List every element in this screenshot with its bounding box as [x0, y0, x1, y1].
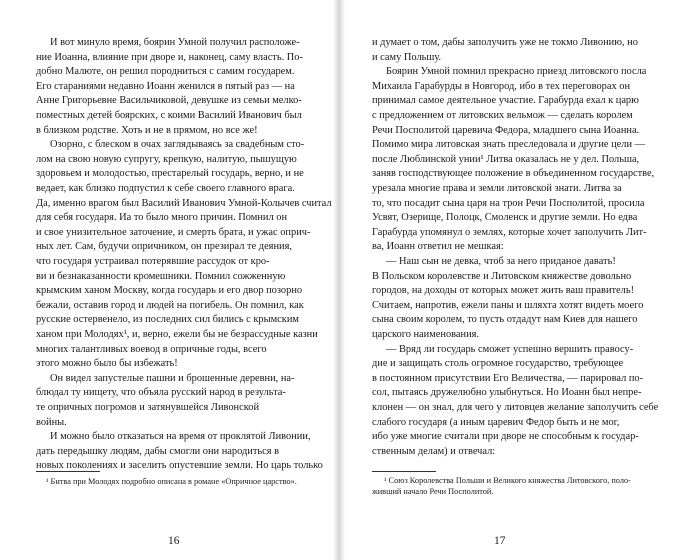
left-footnote-rule [36, 471, 100, 472]
text-line: Усвят, Озерище, Полоцк, Смоленск и другие земли. Но едва [372, 212, 638, 224]
text-line: городов, на доходы от которых может жить ваш правитель! [372, 285, 635, 297]
text-line: поместных детей боярских, с коими Василий Иванович был [36, 110, 302, 121]
text-line: И вот минуло время, боярин Умной получил расположе- [50, 37, 300, 48]
text-line: русские остервенело, из последних сил бились с крымским [36, 314, 299, 326]
text-line: Михаила Гарабурды в Новгород, ибо в тех переговорах он [372, 80, 630, 92]
text-line: новых поколениях и заселить опустевшие земли. Но царь только [36, 460, 323, 472]
text-line: принимал самое деятельное участие. Гарабурда ехал к царю [372, 95, 639, 107]
text-line: крымским ханом Москву, когда государь и его двор позорно [36, 285, 303, 297]
text-line: здоровьем и молодостью, престарелый государь, верно, и не [36, 168, 304, 180]
text-line: в близком родстве. Хоть и не в прямом, но все же! [36, 124, 258, 136]
right-footnote-line-1: ¹ Союз Королевства Польши и Великого княжества Литовского, поло- [384, 476, 631, 485]
text-line: дие и защищать столь огромное государство, требующее [372, 358, 624, 370]
text-line: этого можно было бы избежать! [36, 358, 178, 370]
text-line: Анне Григорьевне Васильчиковой, девушке из семьи мелко- [36, 95, 302, 107]
text-line: сол, пытаясь дружелюбно улыбнуться. Но Иоанн был непре- [372, 387, 642, 399]
text-line: и думает о том, дабы заполучить уже не токмо Ливонию, но [372, 37, 638, 48]
text-line: после Люблинской унии¹ Литва оказалась не у дел. Польша, [372, 153, 640, 165]
text-line: добно Малюте, он решил породниться с самим государем. [36, 66, 295, 78]
text-line: и свое унизительное заточение, и смерть брата, и ужас оприч- [36, 226, 311, 238]
text-line: Да, именно врагом был Василий Иванович Умной-Колычев считал [36, 197, 332, 209]
text-line: слабого государя (а иным царевич Федор быть и не мог, [372, 416, 620, 428]
text-line: бежали, оставив город и людей на погибель. Он помнил, как [36, 299, 304, 311]
text-line: что государя устраивал потерявшие рассудок от кро- [36, 256, 270, 267]
text-line: ведает, как близко подпустил к себе своего главного врага. [36, 183, 295, 194]
text-line: — Наш сын не девка, чтоб за него приданое давать! [386, 256, 616, 267]
text-line: царского наименования. [372, 329, 480, 340]
text-line: В Польском королевстве и Литовском княжестве довольно [372, 270, 632, 282]
text-line: Боярин Умной помнил прекрасно приезд литовского посла [386, 66, 647, 78]
text-line: Гарабурда упомянул о землях, которые хочет заполучить Лит- [372, 226, 647, 238]
text-line: урезала многие права и земли литовской знати. Литва за [372, 183, 622, 194]
text-line: Помимо мира литовская знать преследовала и другие цели — [372, 139, 645, 151]
text-line: многих талантливых воевод в опричные годы, всего [36, 343, 267, 355]
text-line: заняв господствующее положение в объединенном государстве, [372, 168, 655, 180]
text-line: ных лет. Сам, будучи опричником, он презирал те деяния, [36, 241, 292, 253]
text-line: Озорно, с блеском в очах заглядываясь за свадебным сто- [50, 139, 305, 151]
book-gutter [333, 0, 345, 560]
text-line: ибо уже многие считали при дворе не способным к государ- [372, 431, 639, 443]
text-line: — Вряд ли государь сможет успешно вершить правосу- [386, 343, 634, 355]
text-line: ви и безнаказанности кромешники. Помнил сожженную [36, 270, 286, 282]
text-line: клонен — он знал, для чего у литовцев желание заполучить себе [372, 402, 659, 413]
text-line: с предложением от литовских вельмож — сделать королем [372, 110, 633, 121]
text-line: для себя государя. Иа то было много причин. Помнил он [36, 212, 288, 224]
text-line: Считаем, напротив, ежели паны и шляхта хотят видеть моего [372, 299, 644, 311]
text-line: блюдал ту нищету, что объяла русский народ в результа- [36, 387, 286, 399]
text-line: сына своим королем, то пусть отдадут нам Киев для нашего [372, 314, 638, 326]
text-line: ва, Иоанн ответил не мешкая: [372, 241, 504, 253]
text-line: Речи Посполитой царевича Федора, младшего сына Иоанна. [372, 124, 640, 136]
text-line: в постоянном присутствии Его Величества, — парировал по- [372, 372, 644, 384]
text-line: дать передышку людям, дабы смогли они народиться в [36, 445, 279, 457]
right-footnote-rule [372, 471, 436, 472]
text-line: Он видел запустелые пашни и брошенные деревни, на- [50, 372, 295, 384]
text-line: Его стараниями недавно Иоанн женился в пятый раз — на [36, 80, 295, 92]
text-line: те опричных погромов и затянувшейся Ливонской [36, 402, 260, 413]
text-line: ственным делам) и отвечал: [372, 445, 496, 457]
text-line: войны. [36, 416, 67, 428]
text-line: то, что посадит сына царя на трон Речи Посполитой, просила [372, 197, 645, 209]
page-number-right: 17 [494, 535, 506, 547]
text-line: ние Иоанна, влияние при дворе и, наконец, саму власть. По- [36, 51, 303, 63]
text-line: ханом при Молодях¹, и, верно, ежели бы не безрассудные казни [36, 329, 318, 340]
left-footnote: ¹ Битва при Молодях подробно описана в романе «Опричное царство». [46, 477, 297, 486]
text-line: И можно было отказаться на время от проклятой Ливонии, [50, 431, 311, 443]
text-line: лом на свою новую супругу, крепкую, налитую, пышущую [36, 153, 297, 165]
page-number-left: 16 [168, 535, 180, 547]
right-footnote-line-2: живший начало Речи Посполитой. [372, 487, 494, 496]
text-line: и саму Польшу. [372, 51, 442, 63]
